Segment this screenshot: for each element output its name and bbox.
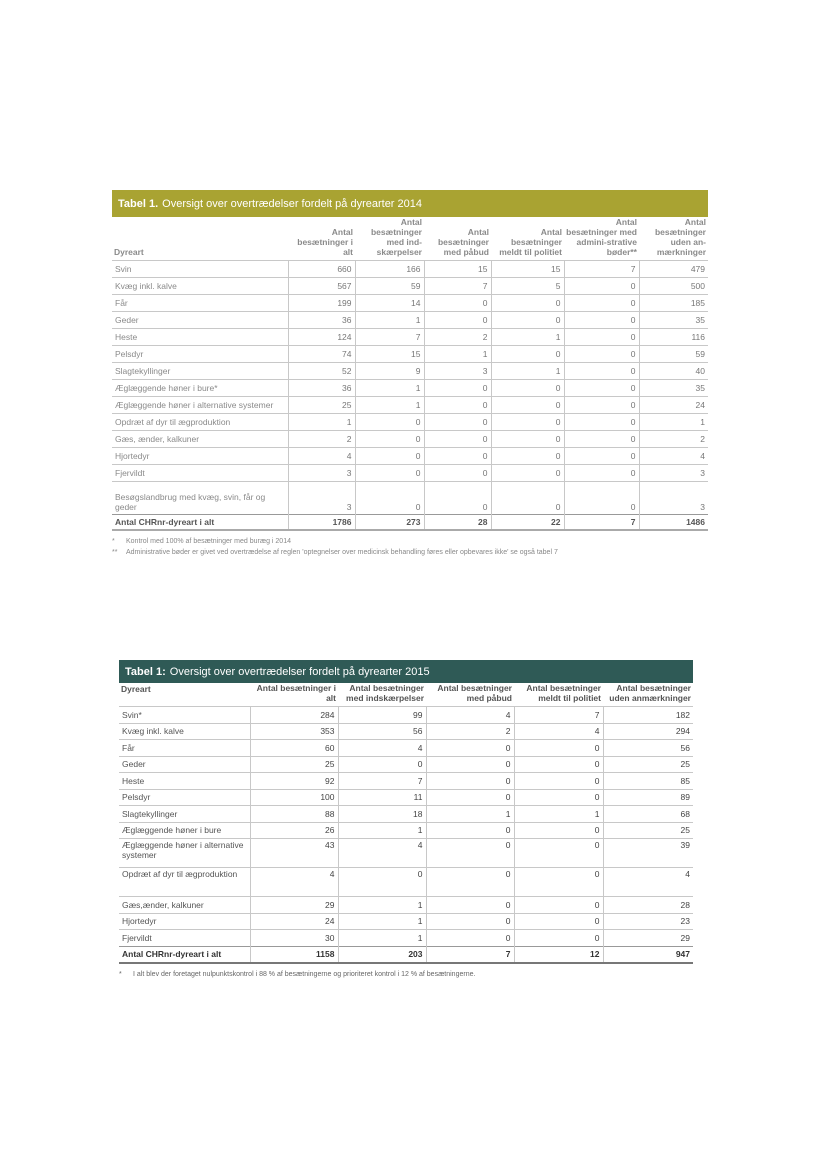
column-header: Antal besætninger i alt bbox=[297, 227, 353, 257]
data-table bbox=[112, 217, 708, 531]
row-label: Opdræt af dyr til ægproduktion bbox=[119, 868, 250, 897]
cell-value: 4 bbox=[250, 868, 338, 897]
cell-value: 0 bbox=[491, 346, 564, 363]
row-label: Æglæggende høner i alternative systemer bbox=[119, 839, 250, 868]
table-row bbox=[119, 913, 693, 930]
cell-value: 1 bbox=[338, 930, 426, 947]
cell-value: 3 bbox=[288, 482, 355, 515]
total-value: 1158 bbox=[250, 946, 338, 963]
cell-value: 1 bbox=[426, 806, 514, 823]
cell-value: 56 bbox=[603, 740, 693, 757]
total-label: Antal CHRnr-dyreart i alt bbox=[112, 515, 288, 531]
total-value: 273 bbox=[355, 515, 424, 531]
cell-value: 0 bbox=[338, 756, 426, 773]
cell-value: 0 bbox=[514, 913, 603, 930]
row-label: Hjortedyr bbox=[119, 913, 250, 930]
cell-value: 36 bbox=[288, 312, 355, 329]
table-row bbox=[119, 822, 693, 839]
cell-value: 0 bbox=[564, 363, 639, 380]
cell-value: 26 bbox=[250, 822, 338, 839]
cell-value: 4 bbox=[338, 740, 426, 757]
cell-value: 15 bbox=[355, 346, 424, 363]
cell-value: 99 bbox=[338, 707, 426, 724]
cell-value: 294 bbox=[603, 723, 693, 740]
total-value: 7 bbox=[426, 946, 514, 963]
table-row bbox=[119, 868, 693, 897]
cell-value: 0 bbox=[424, 482, 491, 515]
total-value: 947 bbox=[603, 946, 693, 963]
column-header: Antal besætninger med admini-strative bøder** bbox=[566, 217, 637, 257]
total-value: 12 bbox=[514, 946, 603, 963]
row-label: Pelsdyr bbox=[119, 789, 250, 806]
cell-value: 185 bbox=[639, 295, 708, 312]
cell-value: 28 bbox=[603, 897, 693, 914]
cell-value: 85 bbox=[603, 773, 693, 790]
cell-value: 2 bbox=[426, 723, 514, 740]
cell-value: 35 bbox=[639, 312, 708, 329]
cell-value: 0 bbox=[491, 482, 564, 515]
cell-value: 0 bbox=[514, 740, 603, 757]
table-row bbox=[112, 278, 708, 295]
table-row bbox=[112, 397, 708, 414]
column-header: Antal besætninger med ind-skærpelser bbox=[370, 217, 422, 257]
header-row bbox=[112, 217, 708, 261]
column-header: Antal besætninger meldt til politiet bbox=[526, 683, 601, 703]
cell-value: 0 bbox=[424, 465, 491, 482]
cell-value: 56 bbox=[338, 723, 426, 740]
cell-value: 0 bbox=[514, 822, 603, 839]
cell-value: 23 bbox=[603, 913, 693, 930]
cell-value: 0 bbox=[424, 380, 491, 397]
cell-value: 0 bbox=[355, 482, 424, 515]
cell-value: 5 bbox=[491, 278, 564, 295]
cell-value: 3 bbox=[639, 465, 708, 482]
cell-value: 0 bbox=[514, 930, 603, 947]
cell-value: 29 bbox=[250, 897, 338, 914]
cell-value: 24 bbox=[250, 913, 338, 930]
cell-value: 7 bbox=[514, 707, 603, 724]
cell-value: 60 bbox=[250, 740, 338, 757]
cell-value: 7 bbox=[355, 329, 424, 346]
table-row bbox=[112, 482, 708, 515]
table-row bbox=[119, 723, 693, 740]
table-row bbox=[119, 839, 693, 868]
cell-value: 0 bbox=[338, 868, 426, 897]
cell-value: 0 bbox=[426, 868, 514, 897]
cell-value: 479 bbox=[639, 261, 708, 278]
table-row bbox=[112, 465, 708, 482]
cell-value: 30 bbox=[250, 930, 338, 947]
cell-value: 25 bbox=[603, 756, 693, 773]
cell-value: 2 bbox=[424, 329, 491, 346]
cell-value: 0 bbox=[355, 448, 424, 465]
table-row bbox=[119, 806, 693, 823]
table-footnotes bbox=[119, 969, 693, 980]
row-label: Fjervildt bbox=[112, 465, 288, 482]
cell-value: 1 bbox=[491, 329, 564, 346]
row-label: Slagtekyllinger bbox=[112, 363, 288, 380]
cell-value: 0 bbox=[424, 397, 491, 414]
cell-value: 4 bbox=[514, 723, 603, 740]
table-row bbox=[119, 756, 693, 773]
cell-value: 0 bbox=[424, 312, 491, 329]
table-row bbox=[112, 329, 708, 346]
cell-value: 4 bbox=[426, 707, 514, 724]
cell-value: 1 bbox=[288, 414, 355, 431]
cell-value: 0 bbox=[491, 414, 564, 431]
cell-value: 29 bbox=[603, 930, 693, 947]
cell-value: 0 bbox=[564, 346, 639, 363]
cell-value: 59 bbox=[639, 346, 708, 363]
total-row bbox=[119, 946, 693, 963]
cell-value: 11 bbox=[338, 789, 426, 806]
cell-value: 0 bbox=[355, 431, 424, 448]
cell-value: 166 bbox=[355, 261, 424, 278]
cell-value: 1 bbox=[424, 346, 491, 363]
caption-label: Tabel 1. bbox=[118, 197, 159, 210]
cell-value: 0 bbox=[564, 329, 639, 346]
row-label: Får bbox=[119, 740, 250, 757]
cell-value: 36 bbox=[288, 380, 355, 397]
row-label: Æglæggende høner i bure bbox=[119, 822, 250, 839]
cell-value: 0 bbox=[564, 295, 639, 312]
cell-value: 0 bbox=[426, 756, 514, 773]
cell-value: 0 bbox=[491, 295, 564, 312]
cell-value: 353 bbox=[250, 723, 338, 740]
cell-value: 43 bbox=[250, 839, 338, 868]
cell-value: 39 bbox=[603, 839, 693, 868]
row-label: Hjortedyr bbox=[112, 448, 288, 465]
table-footnotes bbox=[112, 536, 708, 558]
cell-value: 4 bbox=[603, 868, 693, 897]
cell-value: 14 bbox=[355, 295, 424, 312]
cell-value: 7 bbox=[424, 278, 491, 295]
table-caption bbox=[119, 660, 693, 683]
cell-value: 0 bbox=[564, 397, 639, 414]
table-row bbox=[119, 789, 693, 806]
cell-value: 4 bbox=[338, 839, 426, 868]
cell-value: 1 bbox=[338, 913, 426, 930]
table-row bbox=[112, 431, 708, 448]
cell-value: 0 bbox=[426, 930, 514, 947]
cell-value: 7 bbox=[564, 261, 639, 278]
cell-value: 1 bbox=[514, 806, 603, 823]
column-header: Antal besætninger med påbud bbox=[437, 227, 489, 257]
cell-value: 3 bbox=[288, 465, 355, 482]
cell-value: 0 bbox=[424, 448, 491, 465]
cell-value: 0 bbox=[564, 312, 639, 329]
footnote bbox=[112, 536, 708, 547]
cell-value: 0 bbox=[564, 380, 639, 397]
caption-label: Tabel 1: bbox=[125, 665, 166, 678]
cell-value: 0 bbox=[514, 773, 603, 790]
cell-value: 0 bbox=[491, 465, 564, 482]
row-label: Heste bbox=[119, 773, 250, 790]
cell-value: 9 bbox=[355, 363, 424, 380]
cell-value: 0 bbox=[564, 482, 639, 515]
column-header: Antal besætninger med påbud bbox=[437, 683, 512, 703]
cell-value: 1 bbox=[338, 897, 426, 914]
data-table bbox=[119, 683, 693, 964]
footnote-mark: ** bbox=[112, 549, 118, 556]
footnote-text: I alt blev der foretaget nulpunktskontrol i 88 % af besætningerne og prioriteret kontrol i 12 % af besætningerne. bbox=[133, 970, 476, 978]
cell-value: 1 bbox=[338, 822, 426, 839]
row-label: Får bbox=[112, 295, 288, 312]
cell-value: 3 bbox=[639, 482, 708, 515]
table-row bbox=[112, 380, 708, 397]
total-value: 28 bbox=[424, 515, 491, 531]
table-2015 bbox=[119, 660, 693, 980]
cell-value: 0 bbox=[424, 414, 491, 431]
column-header: Antal besætninger uden anmærkninger bbox=[609, 683, 691, 703]
row-label: Slagtekyllinger bbox=[119, 806, 250, 823]
total-value: 7 bbox=[564, 515, 639, 531]
column-header: Antal besætninger med indskærpelser bbox=[346, 683, 424, 703]
row-label: Opdræt af dyr til ægproduktion bbox=[112, 414, 288, 431]
cell-value: 88 bbox=[250, 806, 338, 823]
cell-value: 0 bbox=[355, 465, 424, 482]
footnote bbox=[119, 969, 693, 980]
cell-value: 182 bbox=[603, 707, 693, 724]
header-row bbox=[119, 683, 693, 707]
column-header: Antal besætninger uden an-mærkninger bbox=[654, 217, 706, 257]
cell-value: 25 bbox=[250, 756, 338, 773]
row-label: Heste bbox=[112, 329, 288, 346]
row-label: Geder bbox=[119, 756, 250, 773]
table-row bbox=[112, 261, 708, 278]
footnote-text: Administrative bøder er givet ved overtrædelse af reglen 'optegnelser over medicinsk behandling føres eller opbevares ikke' se også tabel 7 bbox=[126, 549, 558, 556]
cell-value: 15 bbox=[424, 261, 491, 278]
cell-value: 0 bbox=[426, 913, 514, 930]
cell-value: 0 bbox=[564, 278, 639, 295]
footnote-mark: * bbox=[112, 538, 115, 545]
table-row bbox=[119, 707, 693, 724]
row-label: Svin* bbox=[119, 707, 250, 724]
total-value: 203 bbox=[338, 946, 426, 963]
cell-value: 0 bbox=[564, 431, 639, 448]
table-row bbox=[112, 448, 708, 465]
table-row bbox=[112, 312, 708, 329]
row-label: Kvæg inkl. kalve bbox=[119, 723, 250, 740]
cell-value: 15 bbox=[491, 261, 564, 278]
cell-value: 1 bbox=[355, 380, 424, 397]
row-label: Kvæg inkl. kalve bbox=[112, 278, 288, 295]
row-label: Pelsdyr bbox=[112, 346, 288, 363]
cell-value: 0 bbox=[514, 756, 603, 773]
cell-value: 660 bbox=[288, 261, 355, 278]
cell-value: 24 bbox=[639, 397, 708, 414]
cell-value: 500 bbox=[639, 278, 708, 295]
table-row bbox=[119, 930, 693, 947]
total-value: 1786 bbox=[288, 515, 355, 531]
row-label: Fjervildt bbox=[119, 930, 250, 947]
cell-value: 2 bbox=[639, 431, 708, 448]
table-row bbox=[119, 773, 693, 790]
cell-value: 1 bbox=[491, 363, 564, 380]
cell-value: 1 bbox=[639, 414, 708, 431]
cell-value: 0 bbox=[514, 789, 603, 806]
column-header: Antal besætninger i alt bbox=[256, 683, 336, 703]
cell-value: 100 bbox=[250, 789, 338, 806]
cell-value: 0 bbox=[491, 448, 564, 465]
row-label: Geder bbox=[112, 312, 288, 329]
column-header-dyreart: Dyreart bbox=[121, 684, 151, 694]
cell-value: 0 bbox=[514, 839, 603, 868]
table-row bbox=[119, 897, 693, 914]
cell-value: 3 bbox=[424, 363, 491, 380]
cell-value: 59 bbox=[355, 278, 424, 295]
table-row bbox=[112, 414, 708, 431]
cell-value: 0 bbox=[564, 465, 639, 482]
total-value: 22 bbox=[491, 515, 564, 531]
cell-value: 68 bbox=[603, 806, 693, 823]
footnote bbox=[112, 547, 708, 558]
cell-value: 0 bbox=[426, 740, 514, 757]
caption-title: Oversigt over overtrædelser fordelt på dyrearter 2014 bbox=[162, 197, 422, 210]
cell-value: 0 bbox=[426, 822, 514, 839]
cell-value: 0 bbox=[426, 773, 514, 790]
row-label: Besøgslandbrug med kvæg, svin, får og geder bbox=[112, 482, 288, 515]
row-label: Gæs,ænder, kalkuner bbox=[119, 897, 250, 914]
row-label: Æglæggende høner i alternative systemer bbox=[112, 397, 288, 414]
row-label: Æglæggende høner i bure* bbox=[112, 380, 288, 397]
total-row bbox=[112, 515, 708, 531]
cell-value: 0 bbox=[491, 431, 564, 448]
cell-value: 1 bbox=[355, 312, 424, 329]
cell-value: 35 bbox=[639, 380, 708, 397]
cell-value: 284 bbox=[250, 707, 338, 724]
cell-value: 0 bbox=[491, 397, 564, 414]
column-header: Antal besætninger meldt til politiet bbox=[499, 227, 562, 257]
cell-value: 40 bbox=[639, 363, 708, 380]
cell-value: 25 bbox=[603, 822, 693, 839]
caption-title: Oversigt over overtrædelser fordelt på dyrearter 2015 bbox=[169, 665, 430, 678]
cell-value: 0 bbox=[514, 897, 603, 914]
cell-value: 0 bbox=[424, 431, 491, 448]
cell-value: 0 bbox=[564, 448, 639, 465]
footnote-text: Kontrol med 100% af besætninger med buræg i 2014 bbox=[126, 538, 291, 545]
cell-value: 0 bbox=[424, 295, 491, 312]
column-header-dyreart: Dyreart bbox=[114, 247, 144, 257]
table-row bbox=[112, 363, 708, 380]
cell-value: 4 bbox=[288, 448, 355, 465]
cell-value: 74 bbox=[288, 346, 355, 363]
cell-value: 124 bbox=[288, 329, 355, 346]
cell-value: 0 bbox=[426, 897, 514, 914]
cell-value: 0 bbox=[564, 414, 639, 431]
table-row bbox=[112, 346, 708, 363]
cell-value: 25 bbox=[288, 397, 355, 414]
cell-value: 18 bbox=[338, 806, 426, 823]
total-value: 1486 bbox=[639, 515, 708, 531]
cell-value: 92 bbox=[250, 773, 338, 790]
cell-value: 0 bbox=[426, 789, 514, 806]
cell-value: 199 bbox=[288, 295, 355, 312]
cell-value: 567 bbox=[288, 278, 355, 295]
cell-value: 0 bbox=[514, 868, 603, 897]
cell-value: 0 bbox=[491, 380, 564, 397]
cell-value: 4 bbox=[639, 448, 708, 465]
table-row bbox=[112, 295, 708, 312]
cell-value: 0 bbox=[355, 414, 424, 431]
cell-value: 1 bbox=[355, 397, 424, 414]
row-label: Svin bbox=[112, 261, 288, 278]
cell-value: 89 bbox=[603, 789, 693, 806]
table-caption bbox=[112, 190, 708, 217]
table-2014 bbox=[112, 190, 708, 558]
table-row bbox=[119, 740, 693, 757]
total-label: Antal CHRnr-dyreart i alt bbox=[119, 946, 250, 963]
cell-value: 52 bbox=[288, 363, 355, 380]
row-label: Gæs, ænder, kalkuner bbox=[112, 431, 288, 448]
cell-value: 116 bbox=[639, 329, 708, 346]
cell-value: 7 bbox=[338, 773, 426, 790]
footnote-mark: * bbox=[119, 970, 122, 978]
cell-value: 0 bbox=[426, 839, 514, 868]
cell-value: 2 bbox=[288, 431, 355, 448]
cell-value: 0 bbox=[491, 312, 564, 329]
